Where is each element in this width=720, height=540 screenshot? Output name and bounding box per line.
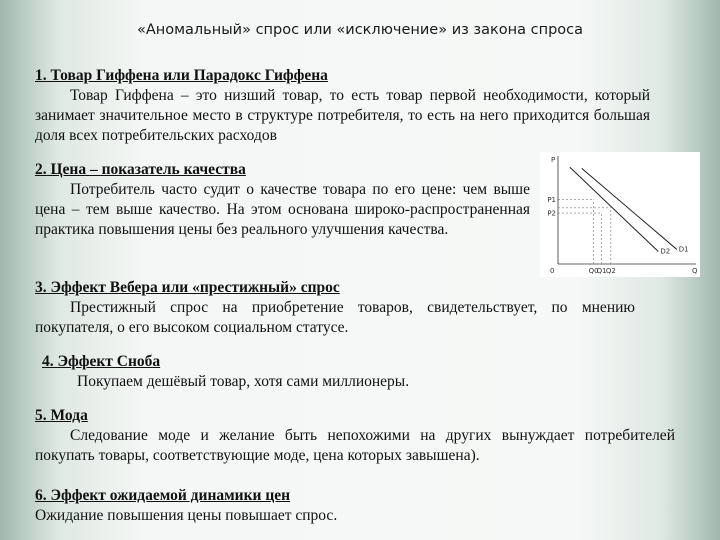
demand-line-label-0: D2: [660, 247, 671, 256]
section-snob: [42, 352, 642, 392]
x-axis-label: Q: [692, 267, 698, 275]
x-tick-label-2: Q2: [605, 267, 616, 275]
demand-line-1: [582, 168, 677, 249]
y-axis-label: P: [551, 156, 556, 164]
x-tick-label-0: Q0: [588, 267, 599, 275]
section-text-giffen: Товар Гиффена – это низший товар, то есть товар первой необходимости, который занимает значительное место в структуре потребителя, то есть на него приходится большая доля всех потребительских расходов: [35, 87, 650, 144]
demand-chart: [540, 152, 700, 277]
section-heading-price-expectation: 6. Эффект ожидаемой динамики цен: [35, 487, 291, 504]
section-fashion: [35, 406, 675, 466]
section-text-price-quality: Потребитель часто судит о качестве товара по его цене: чем выше цена – тем выше качество. На этом основана широко-распространенная практика повышения цены без реального улучшения качества.: [35, 181, 530, 238]
section-heading-price-quality: 2. Цена – показатель качества: [35, 161, 246, 178]
demand-line-0: [570, 167, 658, 251]
section-text-veblen: Престижный спрос на приобретение товаров, свидетельствует, по мнению покупателя, о его высоком социальном статусе.: [35, 299, 635, 336]
section-heading-fashion: 5. Мода: [35, 407, 88, 424]
section-text-price-expectation: Ожидание повышения цены повышает спрос.: [35, 507, 338, 524]
y-tick-label-0: P1: [547, 196, 556, 205]
section-heading-veblen: 3. Эффект Вебера или «престижный» спрос: [35, 279, 340, 296]
slide-title: «Аномальный» спрос или «исключение» из закона спроса: [136, 22, 584, 38]
origin-label: 0: [550, 267, 555, 275]
section-text-fashion: Следование моде и желание быть непохожими на других вынуждает потребителей покупать товары, соответствующие моде, цена которых завышена).: [35, 427, 675, 464]
section-price-quality: [35, 160, 530, 240]
demand-chart-svg: [540, 152, 700, 277]
section-heading-snob: 4. Эффект Сноба: [42, 353, 161, 370]
x-tick-label-1: Q1: [596, 267, 607, 275]
y-tick-label-1: P2: [547, 209, 556, 218]
demand-line-label-1: D1: [678, 245, 689, 254]
section-text-snob: Покупаем дешёвый товар, хотя сами миллионеры.: [77, 373, 410, 390]
section-veblen: [35, 278, 635, 338]
section-heading-giffen: 1. Товар Гиффена или Парадокс Гиффена: [35, 67, 328, 84]
section-giffen: [35, 66, 650, 146]
section-price-expectation: [35, 486, 675, 526]
